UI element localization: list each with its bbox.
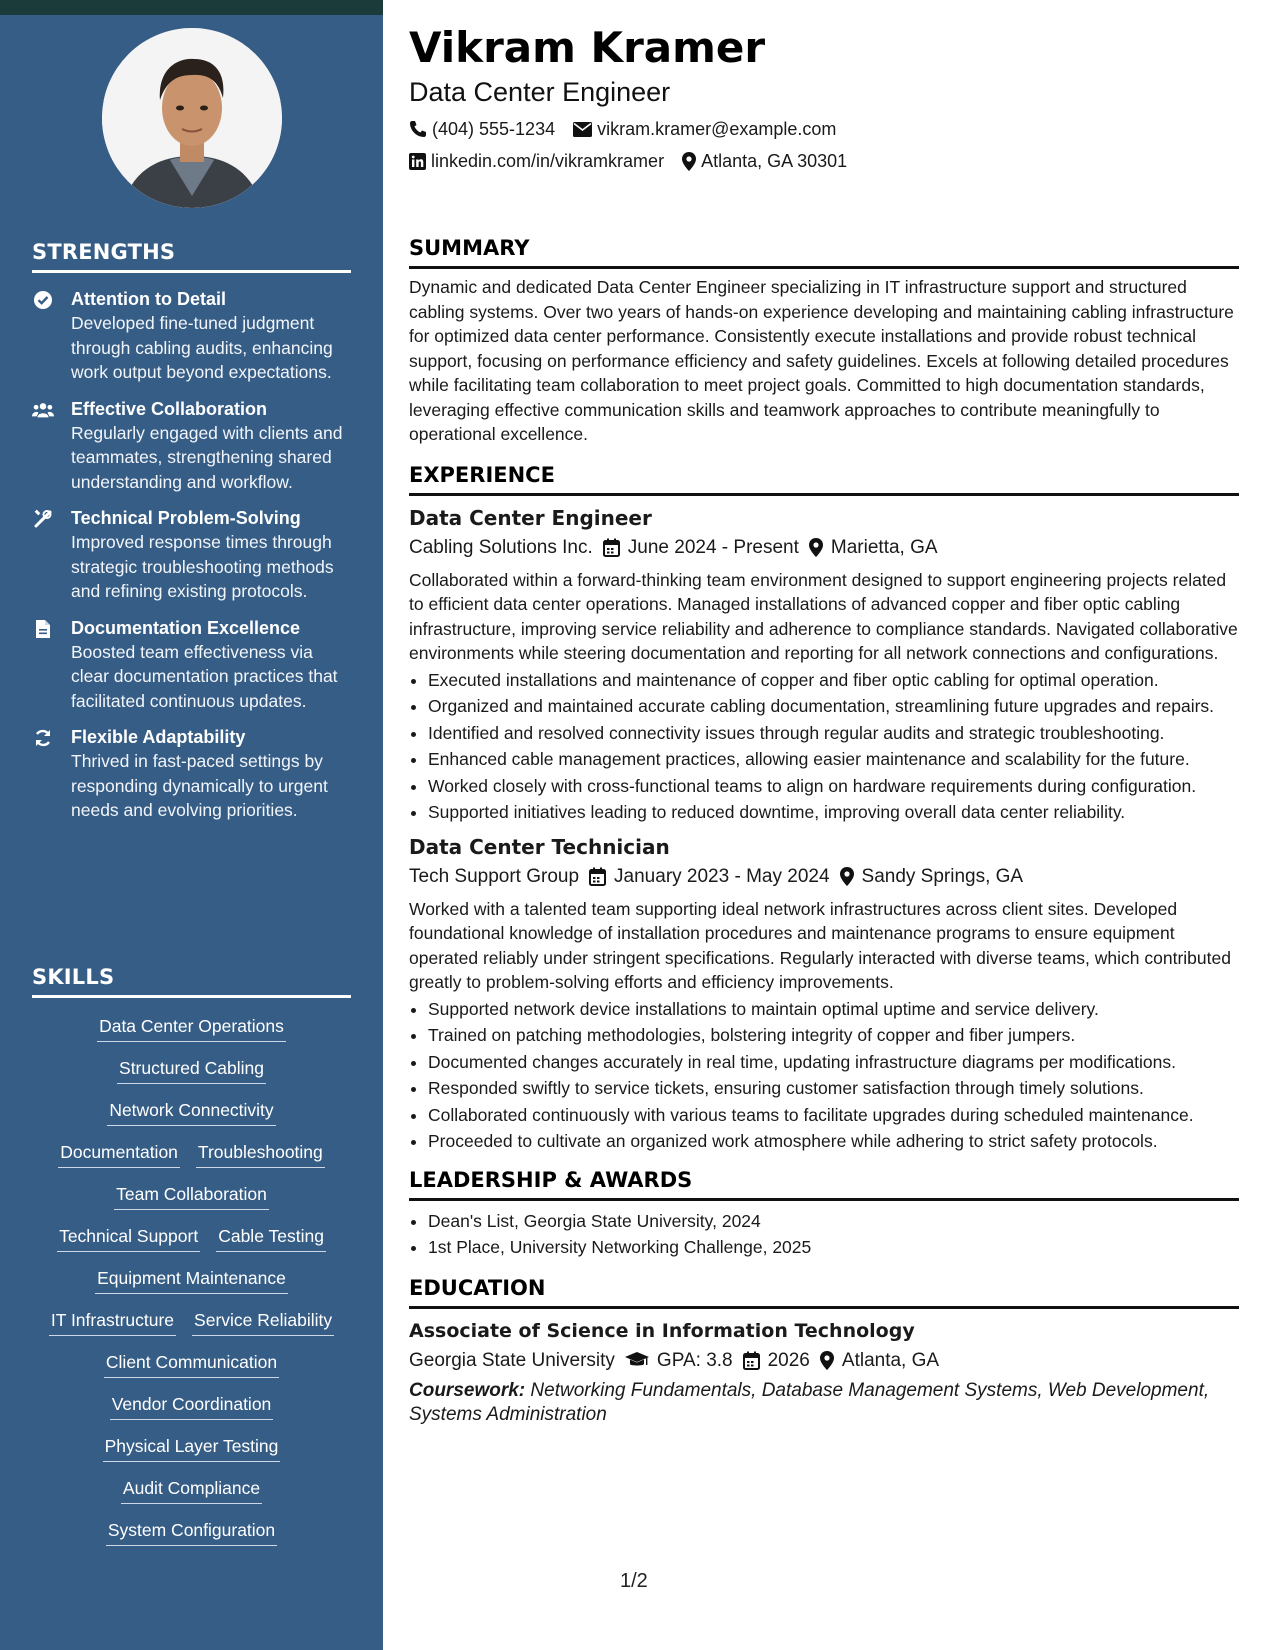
summary-section xyxy=(409,236,1239,447)
skill-row xyxy=(32,1266,351,1294)
skill-tag: Physical Layer Testing xyxy=(103,1434,281,1462)
strength-item xyxy=(32,397,351,495)
list-item: • Supported network device installations to maintain optimal uptime and service delivery. xyxy=(428,997,1239,1022)
sidebar-top-bar xyxy=(0,0,383,15)
skill-tag: Service Reliability xyxy=(192,1308,334,1336)
awards-section xyxy=(409,1168,1239,1260)
linkedin-icon xyxy=(409,153,426,170)
skill-tag: Equipment Maintenance xyxy=(95,1266,288,1294)
document-icon xyxy=(32,618,54,640)
skill-row xyxy=(32,1392,351,1420)
summary-heading: SUMMARY xyxy=(409,236,1239,269)
linkedin-text: linkedin.com/in/vikramkramer xyxy=(431,150,665,171)
strength-description: Developed fine-tuned judgment through cabling audits, enhancing work output beyond expectations. xyxy=(71,313,333,382)
calendar-icon xyxy=(603,538,620,557)
list-item: • Dean's List, Georgia State University, 2024 xyxy=(428,1209,1239,1234)
skills-heading: SKILLS xyxy=(32,965,351,998)
candidate-role: Data Center Engineer xyxy=(409,77,671,107)
contact-row xyxy=(409,118,1239,140)
check-circle-icon xyxy=(32,289,54,311)
strength-description: Improved response times through strategic troubleshooting methods and refining existing protocols. xyxy=(71,532,334,601)
coursework xyxy=(409,1379,1239,1427)
skill-tag: Client Communication xyxy=(104,1350,279,1378)
map-pin-icon xyxy=(809,538,823,557)
awards-list xyxy=(409,1209,1239,1260)
skill-tag: System Configuration xyxy=(106,1518,277,1546)
experience-section xyxy=(409,463,1239,1154)
strength-item xyxy=(32,616,351,714)
job-dates-text: January 2023 - May 2024 xyxy=(614,865,830,887)
list-item: • Worked closely with cross-functional teams to align on hardware requirements during configuration. xyxy=(428,774,1239,799)
strength-item xyxy=(32,725,351,823)
job-bullets xyxy=(409,997,1239,1154)
calendar-icon xyxy=(589,867,606,886)
skill-row xyxy=(32,1098,351,1126)
email-text: vikram.kramer@example.com xyxy=(597,118,837,139)
coursework-text: Networking Fundamentals, Database Management Systems, Web Development, Systems Administration xyxy=(409,1379,1210,1425)
main-content xyxy=(409,20,1239,1427)
phone-contact[interactable] xyxy=(409,119,555,140)
list-item: • Enhanced cable management practices, allowing easier maintenance and scalability for the future. xyxy=(428,747,1239,772)
list-item: • Responded swiftly to service tickets, ensuring customer satisfaction through timely solutions. xyxy=(428,1076,1239,1101)
job-meta xyxy=(409,534,1239,562)
education-meta xyxy=(409,1347,1239,1375)
calendar-icon xyxy=(743,1351,760,1370)
location-contact xyxy=(682,151,847,172)
education-school: Georgia State University xyxy=(409,1349,615,1371)
skill-tag: Cable Testing xyxy=(216,1224,326,1252)
education-gpa xyxy=(625,1347,733,1375)
location-text: Atlanta, GA 30301 xyxy=(701,150,848,171)
list-item: • Identified and resolved connectivity issues through regular audits and strategic troubleshooting. xyxy=(428,721,1239,746)
map-pin-icon xyxy=(682,152,696,171)
skill-row xyxy=(32,1350,351,1378)
list-item: • Proceeded to cultivate an organized work atmosphere while adhering to strict safety protocols. xyxy=(428,1129,1239,1154)
strength-title: Attention to Detail xyxy=(71,289,226,309)
job-dates xyxy=(589,863,829,891)
tools-icon xyxy=(32,508,54,530)
job-location-text: Marietta, GA xyxy=(830,536,938,558)
map-pin-icon xyxy=(840,867,854,886)
skill-tag: Technical Support xyxy=(57,1224,200,1252)
education-location xyxy=(820,1347,939,1375)
list-item: • Supported initiatives leading to reduced downtime, improving overall data center reliability. xyxy=(428,800,1239,825)
list-item: • Executed installations and maintenance of copper and fiber optic cabling for optimal operation. xyxy=(428,668,1239,693)
strength-description: Regularly engaged with clients and teammates, strengthening shared understanding and workflow. xyxy=(71,422,343,492)
skill-row xyxy=(32,1056,351,1084)
job-entry xyxy=(409,504,1239,825)
skill-row xyxy=(32,1476,351,1504)
job-location xyxy=(840,863,1024,891)
summary-text: Dynamic and dedicated Data Center Engineer specializing in IT infrastructure support and structured cabling systems. Over two years of hands-on experience developing and maintaining cabling infrastructure for optimized data center performance. Consistently execute installations and provide robust technical support, focusing on performance efficiency and safety guidelines. Excels at following detailed procedures while facilitating team collaboration to meet project goals. Committed to high documentation standards, leveraging effective communication skills and teamwork approaches to contribute meaningfully to operational excellence. xyxy=(409,277,1234,444)
skill-row xyxy=(32,1182,351,1210)
strength-item xyxy=(32,506,351,604)
job-location xyxy=(809,534,938,562)
job-dates-text: June 2024 - Present xyxy=(627,536,799,558)
awards-heading: LEADERSHIP & AWARDS xyxy=(409,1168,1239,1201)
map-pin-icon xyxy=(820,1351,834,1370)
skills-section xyxy=(32,965,351,1546)
job-bullets xyxy=(409,668,1239,825)
avatar xyxy=(102,28,282,208)
job-company: Tech Support Group xyxy=(409,865,580,887)
job-meta xyxy=(409,863,1239,891)
strength-title: Technical Problem-Solving xyxy=(71,508,301,528)
strength-title: Flexible Adaptability xyxy=(71,727,246,747)
job-company: Cabling Solutions Inc. xyxy=(409,536,593,558)
strength-title: Effective Collaboration xyxy=(71,398,268,419)
page-number: 1/2 xyxy=(620,1570,648,1592)
skill-tag: Vendor Coordination xyxy=(110,1392,274,1420)
skill-tag: Network Connectivity xyxy=(107,1098,275,1126)
skill-row xyxy=(32,1434,351,1462)
skill-tag: IT Infrastructure xyxy=(49,1308,176,1336)
job-title: Data Center Technician xyxy=(409,834,670,859)
education-degree: Associate of Science in Information Technology xyxy=(409,1319,915,1342)
skill-tag: Data Center Operations xyxy=(97,1014,286,1042)
email-contact[interactable] xyxy=(573,119,836,140)
refresh-icon xyxy=(32,727,54,749)
strength-description: Thrived in fast-paced settings by responding dynamically to urgent needs and evolving priorities. xyxy=(71,751,328,820)
strengths-heading: STRENGTHS xyxy=(32,240,351,273)
strengths-section xyxy=(32,240,351,823)
list-item: • Trained on patching methodologies, bolstering integrity of copper and fiber jumpers. xyxy=(428,1023,1239,1048)
users-icon xyxy=(32,399,54,421)
education-section xyxy=(409,1276,1239,1427)
education-year xyxy=(743,1347,810,1375)
linkedin-contact[interactable] xyxy=(409,151,664,172)
job-dates xyxy=(603,534,799,562)
strength-item xyxy=(32,287,351,385)
list-item: • 1st Place, University Networking Challenge, 2025 xyxy=(428,1235,1239,1260)
job-description: Worked with a talented team supporting ideal network infrastructures across client sites. Developed foundational knowledge of installation procedures and maintenance programs to ensure equipment operated reliably under stringent specifications. Regularly interacted with diverse teams, which contributed greatly to problem-solving efforts and efficiency improvements. xyxy=(409,898,1231,992)
job-title: Data Center Engineer xyxy=(409,505,652,530)
graduation-cap-icon xyxy=(625,1352,649,1369)
list-item: • Organized and maintained accurate cabling documentation, streamlining future upgrades and repairs. xyxy=(428,694,1239,719)
skill-row xyxy=(32,1014,351,1042)
education-location-text: Atlanta, GA xyxy=(841,1349,940,1371)
skill-tag: Structured Cabling xyxy=(117,1056,266,1084)
skill-tag: Team Collaboration xyxy=(114,1182,269,1210)
job-entry xyxy=(409,833,1239,1154)
job-location-text: Sandy Springs, GA xyxy=(861,865,1024,887)
skill-tag: Audit Compliance xyxy=(121,1476,262,1504)
skill-tag: Troubleshooting xyxy=(196,1140,325,1168)
education-heading: EDUCATION xyxy=(409,1276,1239,1309)
phone-icon xyxy=(409,120,427,138)
contact-row xyxy=(409,150,1239,172)
education-year-text: 2026 xyxy=(767,1349,810,1371)
list-item: • Collaborated continuously with various teams to facilitate upgrades during scheduled maintenance. xyxy=(428,1103,1239,1128)
candidate-name: Vikram Kramer xyxy=(409,23,766,72)
education-gpa-text: GPA: 3.8 xyxy=(656,1349,733,1371)
skills-list xyxy=(32,1014,351,1546)
coursework-label: Coursework: xyxy=(409,1379,526,1401)
sidebar xyxy=(0,0,383,1650)
envelope-icon xyxy=(573,122,592,137)
strength-description: Boosted team effectiveness via clear documentation practices that facilitated continuous updates. xyxy=(71,641,338,711)
experience-heading: EXPERIENCE xyxy=(409,463,1239,496)
skill-tag: Documentation xyxy=(58,1140,180,1168)
phone-text: (404) 555-1234 xyxy=(432,118,556,139)
list-item: • Documented changes accurately in real time, updating infrastructure diagrams per modifications. xyxy=(428,1050,1239,1075)
skill-row xyxy=(32,1518,351,1546)
strength-title: Documentation Excellence xyxy=(71,617,301,638)
job-description: Collaborated within a forward-thinking team environment designed to support engineering projects related to efficient data center operations. Managed installations of advanced copper and fiber optic cabling infrastructure, improving service reliability and adherence to compliance standards. Navigated collaborative environments while steering documentation and reporting for all network connections and configurations. xyxy=(409,569,1238,663)
